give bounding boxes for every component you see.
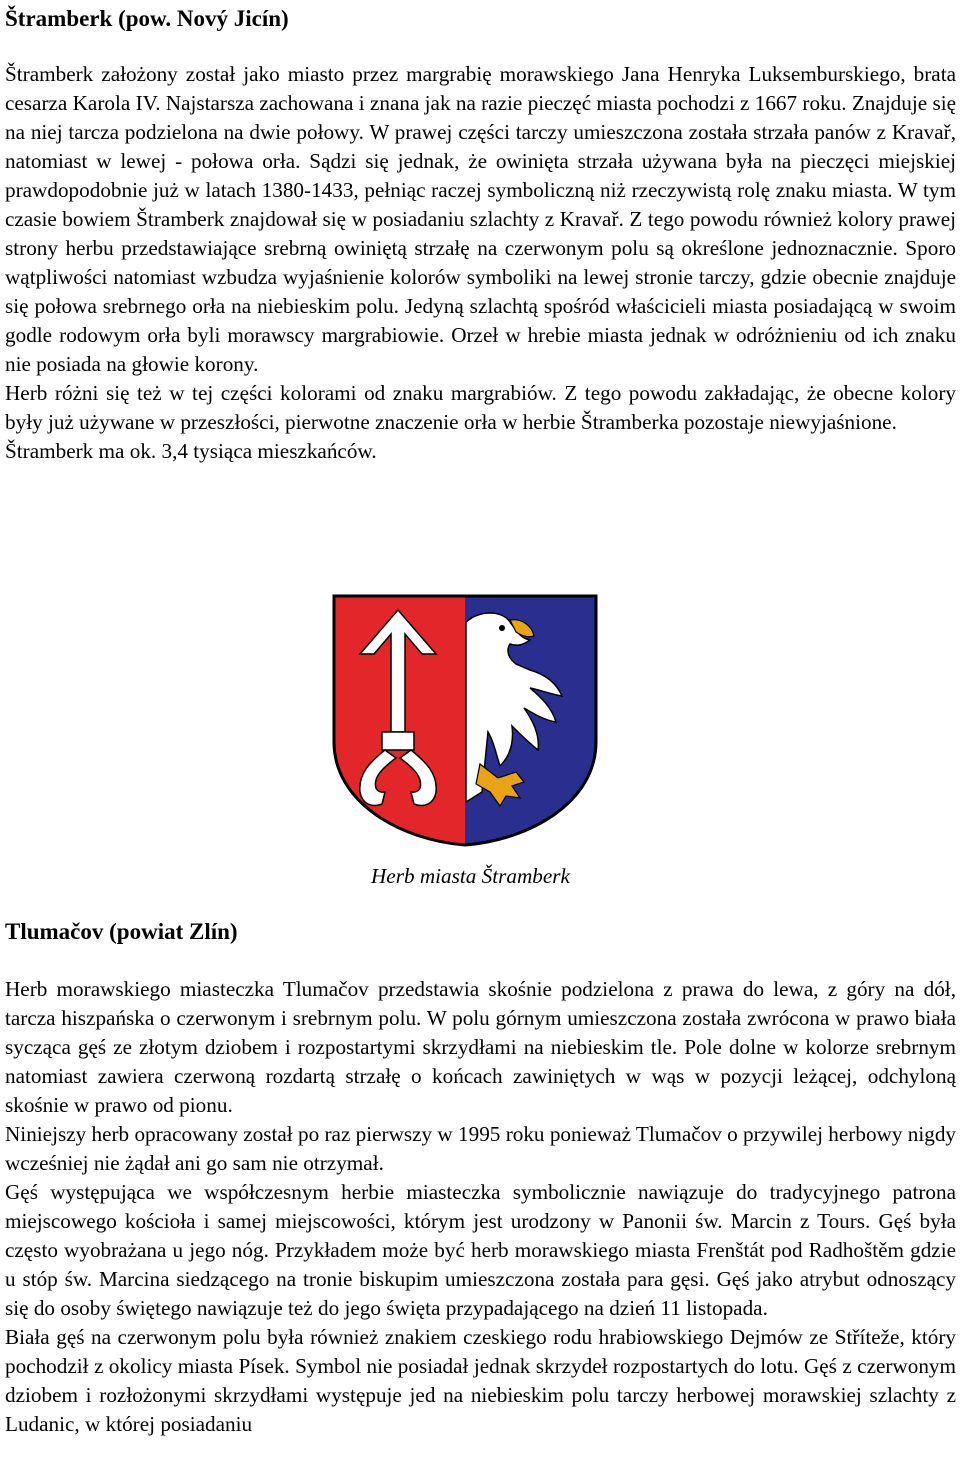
section-body-tlumacov: [5, 975, 956, 1439]
image-caption: Herb miasta Štramberk: [371, 864, 570, 888]
section-heading-stramberk: Štramberk (pow. Nový Jicín): [5, 6, 289, 31]
section-body-stramberk: [5, 60, 956, 466]
paragraph-tlumacov-goose-symbolism: Gęś występująca we współczesnym herbie miasteczka symbolicznie nawiązuje do tradycyjnego patrona miejscowego kościoła i samej miejscowości, którym jest urodzony w Panonii św. Marcin z Tours. Gęś była często wyobrażana u jego nóg. Przykładem może być herb morawskiego miasta Frenštát pod Radhoštěm gdzie u stóp św. Marcina siedzącego na tronie biskupim umieszczona została para gęsi. Gęś jako atrybut odnoszący się do osoby świętego nawiązuje też do jego święta przypadającego na dzień 11 listopada.: [5, 1180, 956, 1320]
paragraph-stramberk-history: Štramberk założony został jako miasto przez margrabię morawskiego Jana Henryka Luksemburskiego, brata cesarza Karola IV. Najstarsza zachowana i znana jak na razie pieczęć miasta pochodzi z 1667 roku. Znajduje się na niej tarcza podzielona na dwie połowy. W prawej części tarczy umieszczona została strzała panów z Kravař, natomiast w lewej - połowa orła. Sądzi się jednak, że owinięta strzała używana była na pieczęci miejskiej prawdopodobnie już w latach 1380-1433, pełniąc raczej symboliczną niż rzeczywistą rolę znaku miasta. W tym czasie bowiem Štramberk znajdował się w posiadaniu szlachty z Kravař. Z tego powodu również kolory prawej strony herbu przedstawiające srebrną owiniętą strzałę na czerwonym polu są określone jednoznacznie. Sporo wątpliwości natomiast wzbudza wyjaśnienie kolorów symboliki na lewej stronie tarczy, gdzie obecnie znajduje się połowa srebrnego orła na niebieskim polu. Jedyną szlachtą spośród właścicieli miasta posiadającą w swoim godle rodowym orła byli morawscy margrabiowie. Orzeł w hrebie miasta jednak w odróżnieniu od ich znaku nie posiada na głowie korony.: [5, 62, 956, 376]
section-heading-tlumacov: Tlumačov (powiat Zlín): [5, 919, 238, 944]
paragraph-tlumacov-origin: Niniejszy herb opracowany został po raz pierwszy w 1995 roku ponieważ Tlumačov o przywilej herbowy nigdy wcześniej nie żądał ani go sam nie otrzymał.: [5, 1122, 957, 1175]
paragraph-tlumacov-dejm-family: Biała gęś na czerwonym polu była również znakiem czeskiego rodu hrabiowskiego Dejmów ze Stříteže, który pochodził z okolicy miasta Písek. Symbol nie posiadał jednak skrzydeł rozpostartych do lotu. Gęś z czerwonym dziobem i rozłożonymi skrzydłami występuje jed na niebieskim polu tarczy herbowej morawskiej szlachty z Ludanic, w której posiadaniu: [5, 1325, 956, 1436]
paragraph-stramberk-colors: Herb różni się też w tej części kolorami od znaku margrabiów. Z tego powodu zakładając, że obecne kolory były już używane w przeszłości, pierwotne znaczenie orła w herbie Štramberka pozostaje niewyjaśnione.: [5, 381, 956, 434]
stramberk-coat-of-arms-image: [330, 592, 600, 849]
paragraph-stramberk-population: Štramberk ma ok. 3,4 tysiąca mieszkańców.: [5, 439, 377, 463]
paragraph-tlumacov-description: Herb morawskiego miasteczka Tlumačov przedstawia skośnie podzielona z prawa do lewa, z góry na dół, tarcza hiszpańska o czerwonym i srebrnym polu. W polu górnym umieszczona została zwrócona w prawo biała sycząca gęś ze złotym dziobem i rozpostartymi skrzydłami na niebieskim tle. Pole dolne w kolorze srebrnym natomiast zawiera czerwoną rozdartą strzałę o końcach zawiniętych w wąs w pozycji leżącej, odchyloną skośnie w prawo od pionu.: [5, 977, 956, 1117]
